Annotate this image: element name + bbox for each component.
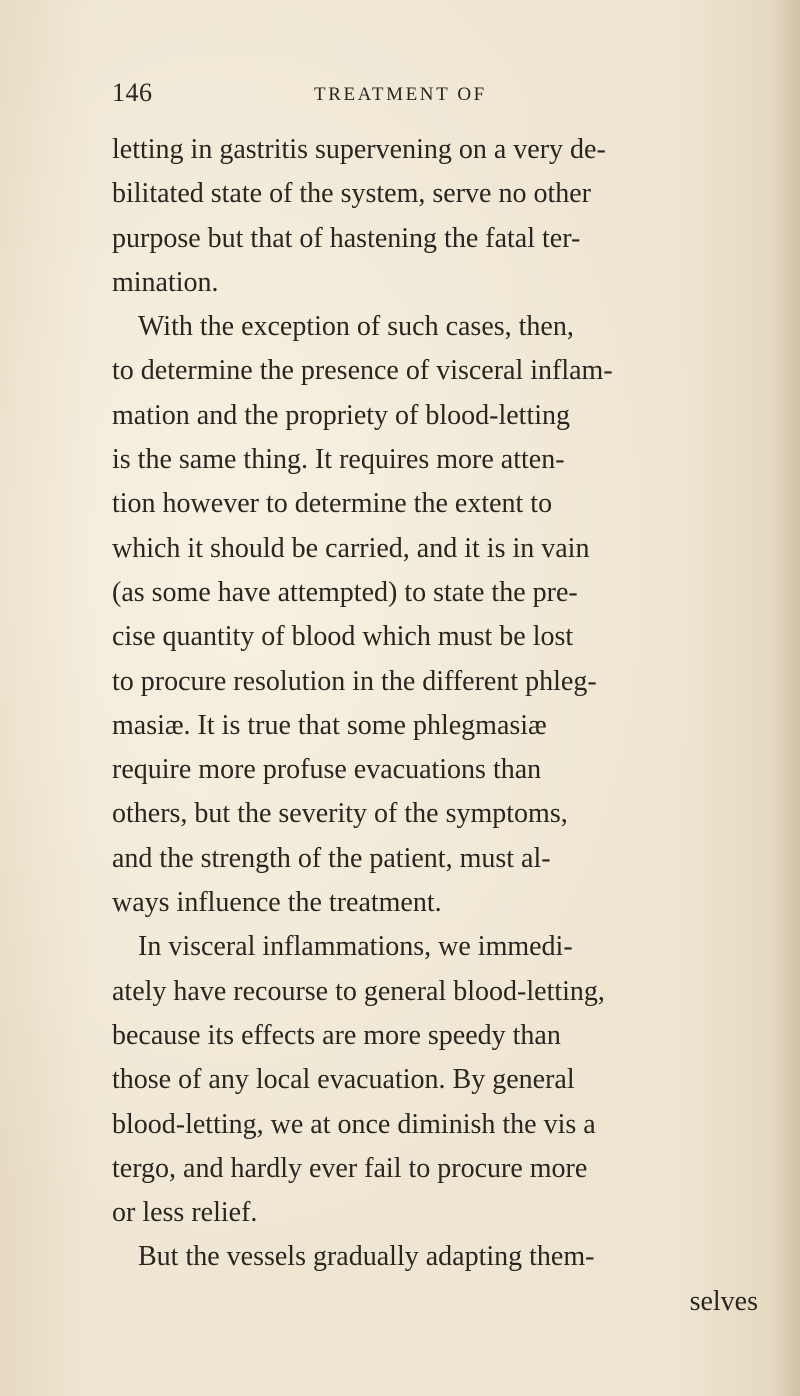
text-line: blood-letting, we at once diminish the vis a: [112, 1108, 596, 1140]
running-title: TREATMENT OF: [314, 84, 487, 105]
text-line: to procure resolution in the different phleg-: [112, 665, 597, 697]
text-line: require more profuse evacuations than: [112, 754, 542, 786]
catchword: selves: [689, 1285, 758, 1317]
text-line: masiæ. It is true that some phlegmasiæ: [112, 709, 547, 741]
running-head: [112, 78, 632, 112]
text-line: because its effects are more speedy than: [112, 1019, 561, 1051]
text-line: or less relief.: [112, 1197, 258, 1229]
text-line: mation and the propriety of blood-letting: [112, 399, 571, 431]
text-line: ately have recourse to general blood-letting,: [112, 975, 605, 1007]
page-edge-shadow: [772, 0, 800, 1396]
text-line: cise quantity of blood which must be lost: [112, 621, 574, 653]
text-line: But the vessels gradually adapting them-: [138, 1241, 595, 1273]
text-line: (as some have attempted) to state the pre-: [112, 576, 578, 608]
text-line: letting in gastritis supervening on a very de-: [112, 134, 606, 165]
text-line: others, but the severity of the symptoms,: [112, 798, 568, 830]
text-line: is the same thing. It requires more atten-: [112, 444, 565, 476]
text-line: which it should be carried, and it is in vain: [112, 532, 590, 564]
text-line: tergo, and hardly ever fail to procure more: [112, 1152, 588, 1184]
text-line: bilitated state of the system, serve no other: [112, 178, 591, 210]
page-number: 146: [112, 78, 153, 107]
text-line: tion however to determine the extent to: [112, 488, 553, 520]
text-line: In visceral inflammations, we immedi-: [138, 931, 573, 963]
text-line: to determine the presence of visceral inflam-: [112, 355, 613, 387]
body-text: [112, 128, 762, 1324]
text-line: purpose but that of hastening the fatal ter-: [112, 222, 581, 254]
text-line: those of any local evacuation. By general: [112, 1064, 575, 1096]
text-line: mination.: [112, 266, 219, 298]
text-line: and the strength of the patient, must al-: [112, 842, 551, 874]
text-line: With the exception of such cases, then,: [138, 311, 574, 343]
text-line: ways influence the treatment.: [112, 887, 442, 919]
